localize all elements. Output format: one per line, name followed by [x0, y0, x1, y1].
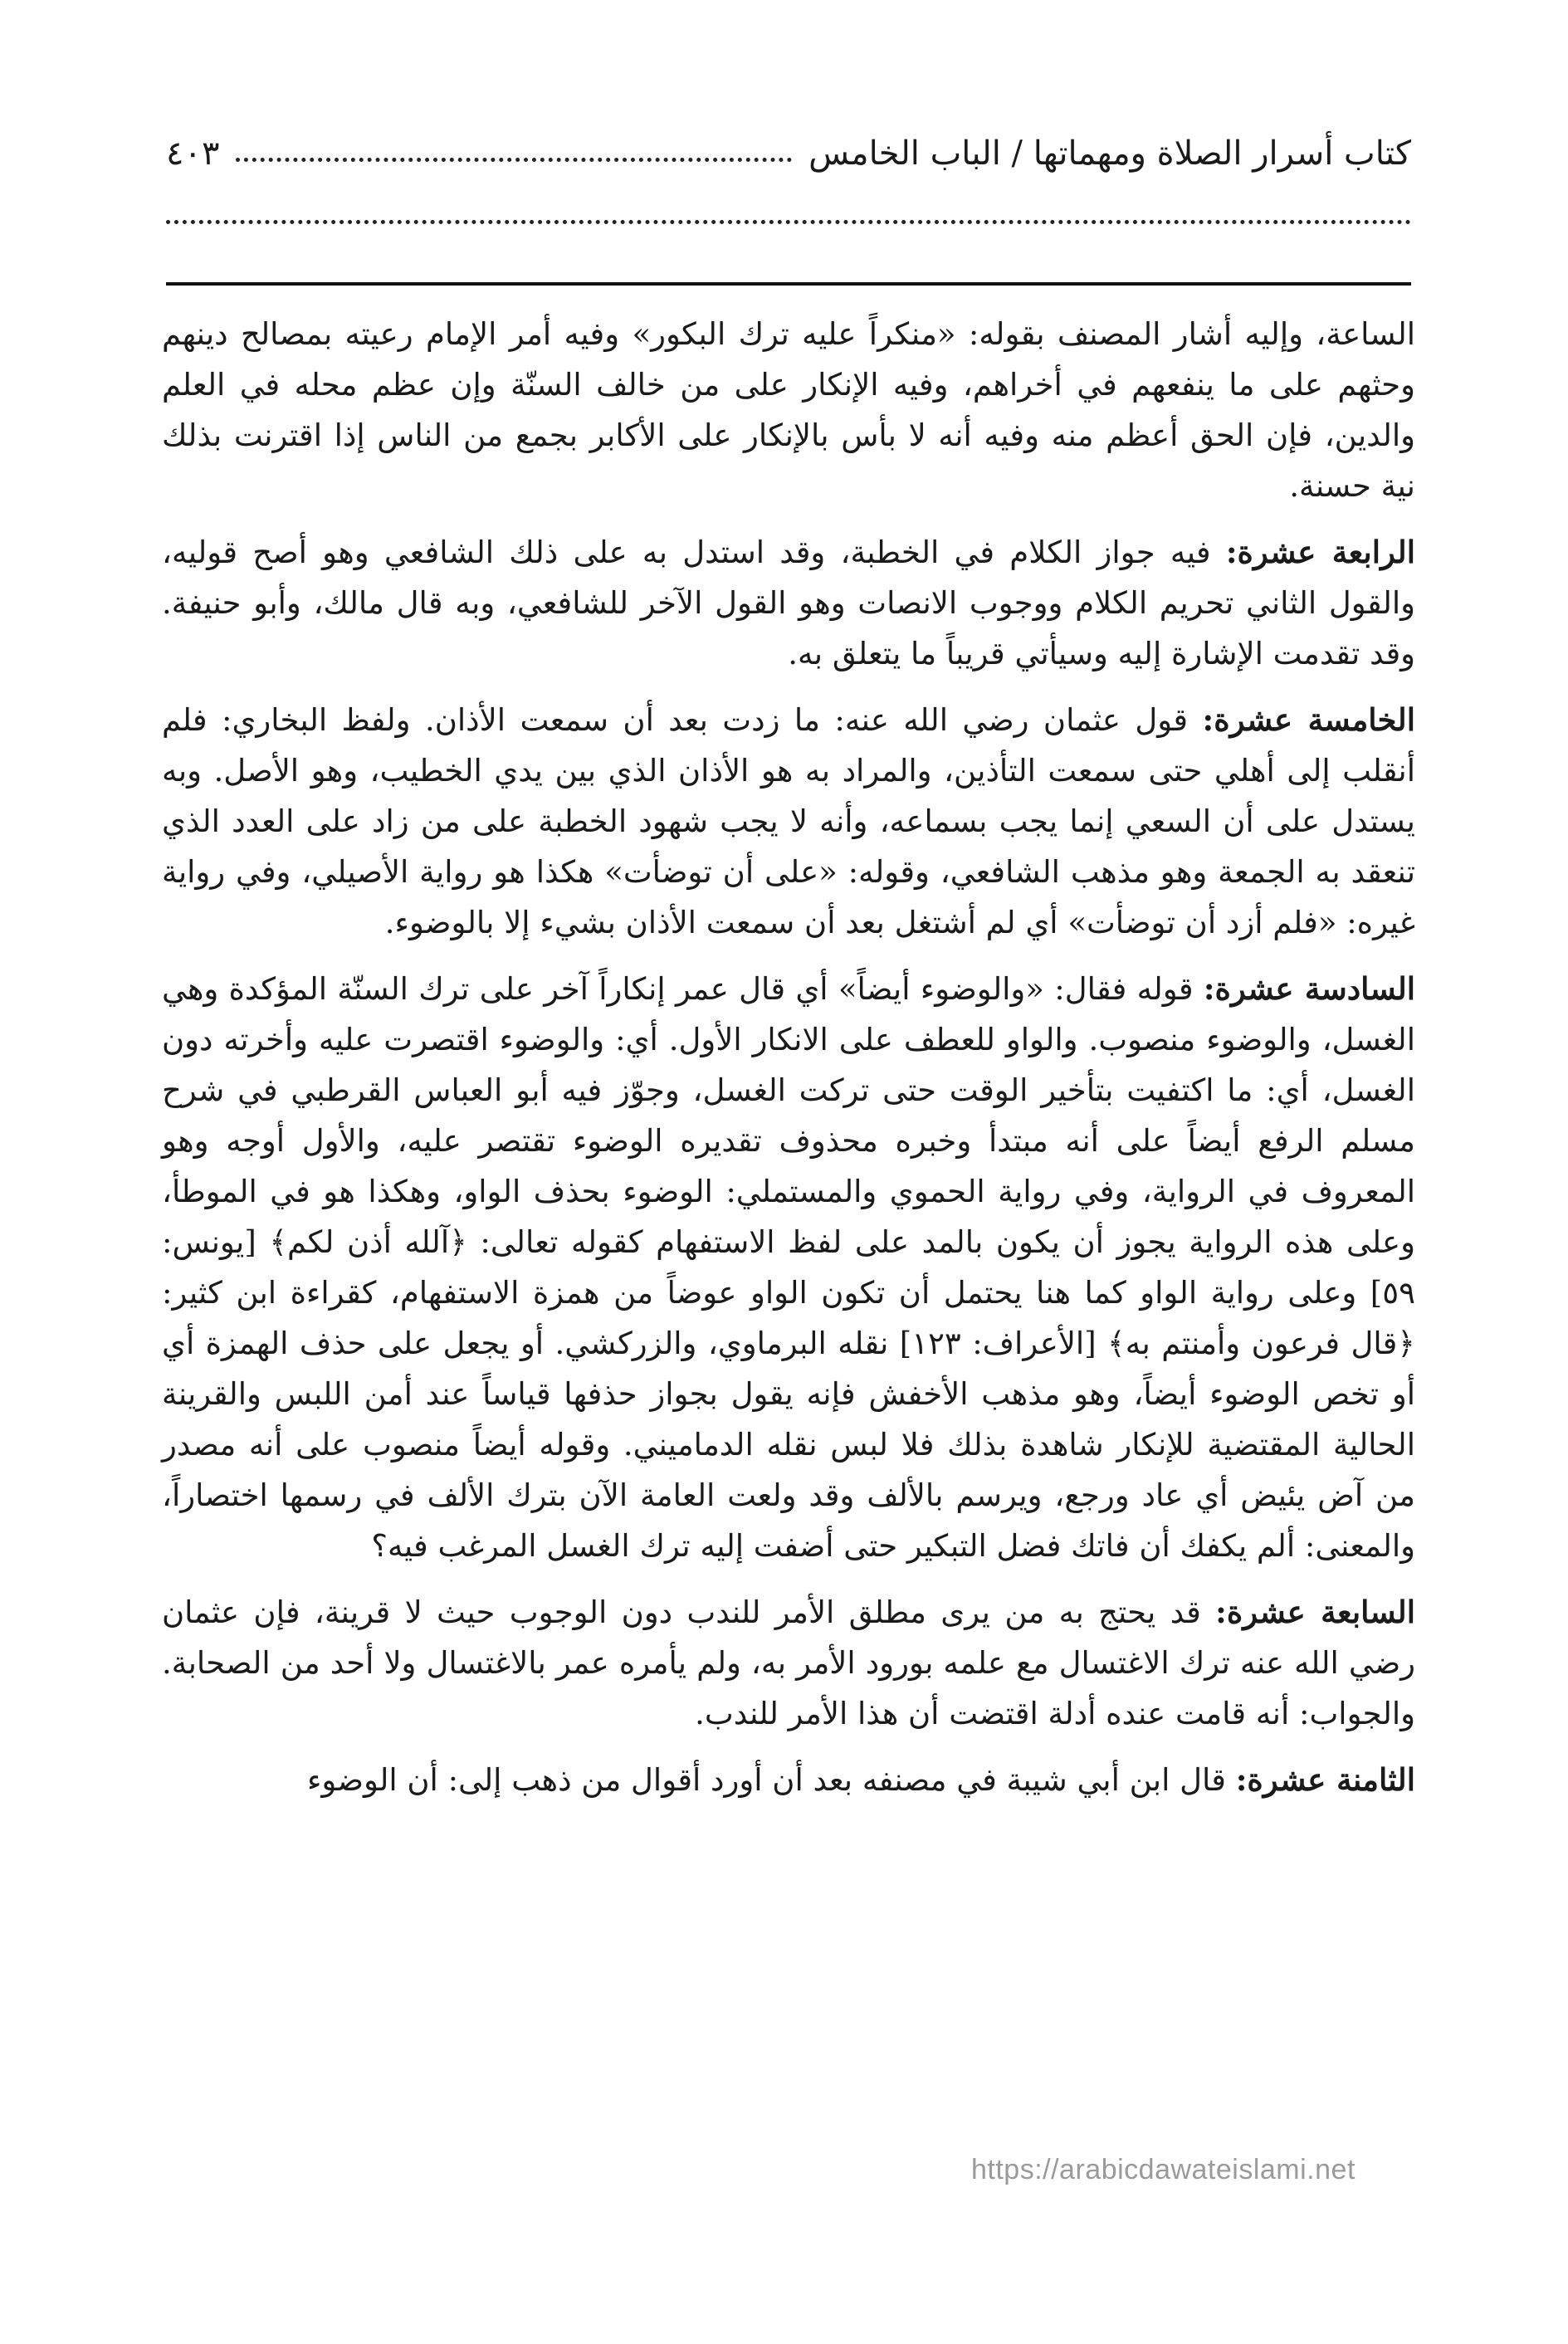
paragraph-text: قوله فقال: «والوضوء أيضاً» أي قال عمر إنكاراً آخر على ترك السنّة المؤكدة وهي الغسل، والوضوء منصوب. والواو للعطف على الانكار الأول. أي: والوضوء اقتصرت عليه وأخرته دون الغسل، أي: ما اكتفيت بتأخير الوقت حتى تركت الغسل، وجوّز فيه أبو العباس القرطبي في شرح مسلم الرفع أيضاً على أنه مبتدأ وخبره محذوف تقديره الوضوء تقتصر عليه، والأول أوجه وهو المعروف في الرواية، وفي رواية الحموي والمستملي: الوضوء بحذف الواو، وهكذا هو في الموطأ، وعلى هذه الرواية يجوز أن يكون بالمد على لفظ الاستفهام كقوله تعالى: ﴿آلله أذن لكم﴾ [يونس: ٥٩] وعلى رواية الواو كما هنا يحتمل أن تكون الواو عوضاً من همزة الاستفهام، كقراءة ابن كثير: ﴿قال فرعون وأمنتم به﴾ [الأعراف: ١٢٣] نقله البرماوي، والزركشي. أو يجعل على حذف الهمزة أي أو تخص الوضوء أيضاً، وهو مذهب الأخفش فإنه يقول بجواز حذفها قياساً عند أمن اللبس والقرينة الحالية المقتضية للإنكار شاهدة بذلك فلا لبس نقله الدماميني. وقوله أيضاً منصوب على أنه مصدر من آض يئيض أي عاد ورجع، ويرسم بالألف وقد ولعت العامة الآن بترك الألف في رسمها اختصاراً، والمعنى: ألم يكفك أن فاتك فضل التبكير حتى أضفت إليه ترك الغسل المرغب فيه؟ [162, 971, 1415, 1564]
paragraph-text: فيه جواز الكلام في الخطبة، وقد استدل به على ذلك الشافعي وهو أصح قوليه، والقول الثاني تحريم الكلام ووجوب الانصات وهو القول الآخر للشافعي، وبه قال مالك، وأبو حنيفة. وقد تقدمت الإشارة إليه وسيأتي قريباً ما يتعلق به. [162, 535, 1415, 671]
paragraph-fourteenth [162, 527, 1415, 679]
header-title: كتاب أسرار الصلاة ومهماتها / الباب الخامس [808, 134, 1411, 173]
paragraph-fifteenth [162, 695, 1415, 948]
section-label: الثامنة عشرة: [1235, 1761, 1415, 1798]
paragraph-text: قول عثمان رضي الله عنه: ما زدت بعد أن سمعت الأذان. ولفظ البخاري: فلم أنقلب إلى أهلي حتى سمعت التأذين، والمراد به هو الأذان الذي بين يدي الخطيب، وهو الأصل. وبه يستدل على أن السعي إنما يجب بسماعه، وأنه لا يجب شهود الخطبة على من زاد على العدد الذي تنعقد به الجمعة وهو مذهب الشافعي، وقوله: «على أن توضأت» هكذا هو رواية الأصيلي، وفي رواية غيره: «فلم أزد أن توضأت» أي لم أشتغل بعد أن سمعت الأذان بشيء إلا بالوضوء. [162, 702, 1415, 940]
paragraph-text: الساعة، وإليه أشار المصنف بقوله: «منكراً عليه ترك البكور» وفيه أمر الإمام رعيته بمصالح دينهم وحثهم على ما ينفعهم في أخراهم، وفيه الإنكار على من خالف السنّة وإن عظم محله في العلم والدين، فإن الحق أعظم منه وفيه أنه لا بأس بالإنكار على الأكابر بجمع من الناس إذا اقترنت بذلك نية حسنة. [162, 316, 1415, 504]
page-number: ٤٠٣ [166, 134, 220, 173]
section-label: الرابعة عشرة: [1225, 534, 1415, 570]
section-label: الخامسة عشرة: [1202, 701, 1415, 738]
section-label: السابعة عشرة: [1215, 1594, 1415, 1630]
header-rule [166, 282, 1411, 286]
section-label: السادسة عشرة: [1203, 970, 1416, 1007]
header-dot-leader [236, 158, 792, 162]
paragraph-text: قال ابن أبي شيبة في مصنفه بعد أن أورد أقوال من ذهب إلى: أن الوضوء [307, 1762, 1236, 1798]
paragraph-intro [162, 309, 1415, 511]
paragraph-text: قد يحتج به من يرى مطلق الأمر للندب دون الوجوب حيث لا قرينة، فإن عثمان رضي الله عنه ترك الاغتسال مع علمه بورود الأمر به، ولم يأمره عمر بالاغتسال ولا أحد من الصحابة. والجواب: أنه قامت عنده أدلة اقتضت أن هذا الأمر للندب. [162, 1594, 1415, 1731]
dotted-separator [166, 220, 1411, 224]
watermark-url: https://arabicdawateislami.net [971, 2154, 1356, 2185]
page-body [162, 309, 1415, 1805]
running-header [166, 125, 1411, 183]
paragraph-seventeenth [162, 1587, 1415, 1739]
paragraph-sixteenth [162, 964, 1415, 1571]
paragraph-eighteenth [162, 1755, 1415, 1805]
